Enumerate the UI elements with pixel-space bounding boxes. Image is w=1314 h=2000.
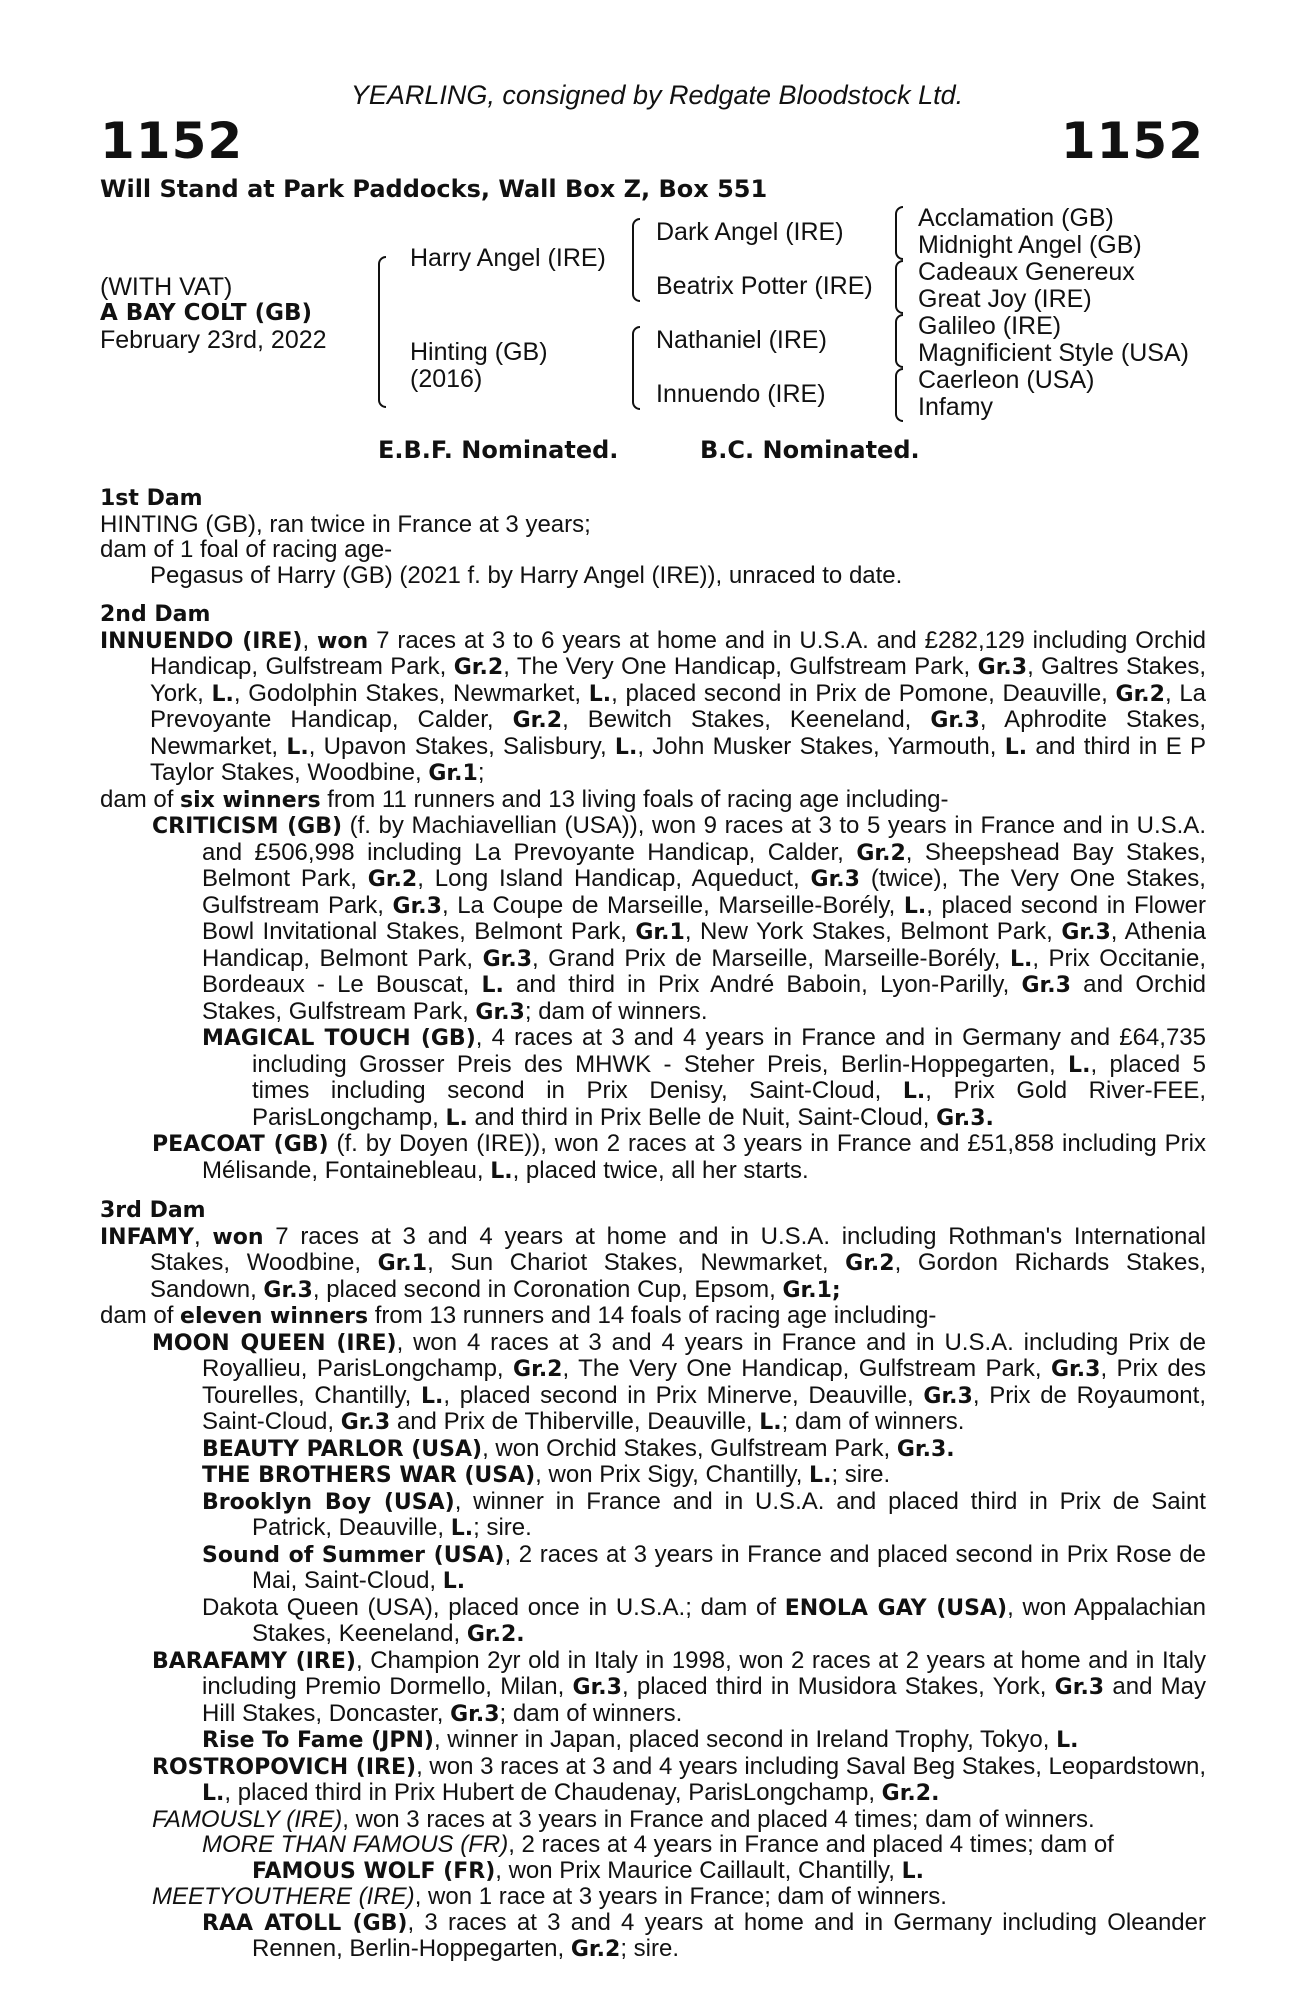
produce-entry-meetyouthere: MEETYOUTHERE (IRE), won 1 race at 3 years in France; dam of winners.: [152, 1883, 947, 1910]
lot-number-left: 1152: [100, 112, 244, 170]
horse-name: RAA ATOLL (GB): [202, 1910, 408, 1936]
section-heading: 3rd Dam: [100, 1198, 206, 1223]
first-dam-foals: dam of 1 foal of racing age-: [100, 536, 393, 563]
horse-name: MAGICAL TOUCH (GB): [202, 1026, 476, 1051]
horse-name: CRITICISM (GB): [152, 814, 343, 839]
pedigree-brace: [895, 206, 903, 260]
catalogue-page: [100, 486, 1206, 1963]
horse-name: Rise To Fame (JPN): [202, 1728, 434, 1753]
horse-name: A BAY COLT (GB): [100, 300, 313, 326]
produce-entry-moon-queen: MOON QUEEN (IRE), won 4 races at 3 and 4 years in France and in U.S.A. including Prix de Royallieu, ParisLongchamp, Gr.2, The Very One Handicap, Gulfstream Park, Gr.3, Prix des Tourelles, Chantilly, L., placed second in Prix Minerve, Deauville, Gr.3, Prix de Royaumont, Saint-Cloud, Gr.3 and Prix de Thiberville, Deauville, L.; dam of winners.: [152, 1328, 1207, 1435]
sire: Harry Angel (IRE): [410, 244, 606, 272]
produce-entry-rise-to-fame: Rise To Fame (JPN), winner in Japan, placed second in Ireland Trophy, Tokyo, L.: [202, 1726, 1079, 1753]
dam-dam: Innuendo (IRE): [656, 380, 826, 408]
pedigree-brace: [632, 218, 640, 302]
foaling-date: February 23rd, 2022: [100, 326, 327, 354]
horse-name: ENOLA GAY (USA): [784, 1595, 1008, 1621]
horse-name: THE BROTHERS WAR (USA): [202, 1463, 536, 1488]
dam-of-summary: dam of eleven winners from 13 runners and 14 foals of racing age including-: [100, 1302, 937, 1329]
produce-entry-magical-touch: MAGICAL TOUCH (GB), 4 races at 3 and 4 years in France and in Germany and £64,735 including Grosser Preis des MHWK - Steher Preis, Berlin-Hoppegarten, L., placed 5 times including second in Prix Denisy, Saint-Cloud, L., Prix Gold River-FEE, ParisLongchamp, L. and third in Prix Belle de Nuit, Saint-Cloud, Gr.3.: [202, 1024, 1207, 1131]
produce-entry-raa-atoll: RAA ATOLL (GB), 3 races at 3 and 4 years at home and in Germany including Oleander Rennen, Berlin-Hoppegarten, Gr.2; sire.: [202, 1908, 1206, 1962]
dd-sire: Caerleon (USA): [918, 366, 1095, 394]
sire-dam: Beatrix Potter (IRE): [656, 272, 873, 300]
dam-year: (2016): [410, 365, 483, 393]
ebf-nomination: E.B.F. Nominated.: [378, 436, 619, 464]
pedigree-brace: [895, 260, 903, 314]
horse-name: MOON QUEEN (IRE): [152, 1330, 397, 1356]
section-heading: 2nd Dam: [100, 602, 211, 627]
stand-location: Will Stand at Park Paddocks, Wall Box Z, Box 551: [100, 175, 768, 203]
horse-name: MEETYOUTHERE (IRE): [152, 1883, 415, 1910]
horse-name: MORE THAN FAMOUS (FR): [202, 1831, 509, 1858]
horse-name: INNUENDO (IRE): [100, 628, 303, 654]
pedigree-brace: [632, 326, 640, 410]
dam-entry-infamy: INFAMY, won 7 races at 3 and 4 years at home and in U.S.A. including Rothman's International Stakes, Woodbine, Gr.1, Sun Chariot Stakes, Newmarket, Gr.2, Gordon Richards Stakes, Sandown, Gr.3, placed second in Coronation Cup, Epsom, Gr.1;: [100, 1222, 1206, 1303]
produce-entry-criticism: CRITICISM (GB) (f. by Machiavellian (USA)), won 9 races at 3 to 5 years in France and in U.S.A. and £506,998 including La Prevoyante Handicap, Calder, Gr.2, Sheepshead Bay Stakes, Belmont Park, Gr.2, Long Island Handicap, Aqueduct, Gr.3 (twice), The Very One Stakes, Gulfstream Park, Gr.3, La Coupe de Marseille, Marseille-Borély, L., placed second in Flower Bowl Invitational Stakes, Belmont Park, Gr.1, New York Stakes, Belmont Park, Gr.3, Athenia Handicap, Belmont Park, Gr.3, Grand Prix de Marseille, Marseille-Borély, L., Prix Occitanie, Bordeaux - Le Bouscat, L. and third in Prix André Baboin, Lyon-Parilly, Gr.3 and Orchid Stakes, Gulfstream Park, Gr.3; dam of winners.: [152, 812, 1207, 1025]
sire-sire: Dark Angel (IRE): [656, 218, 844, 246]
pedigree-brace: [895, 314, 903, 368]
horse-name: BARAFAMY (IRE): [152, 1648, 356, 1674]
horse-name: Brooklyn Boy (USA): [202, 1489, 455, 1515]
produce-entry-brooklyn-boy: Brooklyn Boy (USA), winner in France and in U.S.A. and placed third in Prix de Saint Patrick, Deauville, L.; sire.: [202, 1487, 1206, 1541]
horse-name: ROSTROPOVICH (IRE): [152, 1754, 417, 1780]
ss-sire: Acclamation (GB): [918, 204, 1114, 232]
produce-entry-famous-wolf: FAMOUS WOLF (FR), won Prix Maurice Caillault, Chantilly, L.: [252, 1856, 924, 1884]
ss-dam: Midnight Angel (GB): [918, 231, 1142, 259]
dam-of-summary: dam of six winners from 11 runners and 13 living foals of racing age including-: [100, 785, 949, 813]
consignor-line: YEARLING, consigned by Redgate Bloodstock Ltd.: [350, 80, 964, 110]
produce-entry-rostropovich: ROSTROPOVICH (IRE), won 3 races at 3 and 4 years including Saval Beg Stakes, Leopardstown, L., placed third in Prix Hubert de Chaudenay, ParisLongchamp, Gr.2.: [152, 1752, 1206, 1806]
sd-sire: Cadeaux Genereux: [918, 258, 1135, 286]
pedigree-brace: [378, 256, 386, 408]
sd-dam: Great Joy (IRE): [918, 285, 1092, 313]
produce-entry-barafamy: BARAFAMY (IRE), Champion 2yr old in Italy in 1998, won 2 races at 2 years at home and in Italy including Premio Dormello, Milan, Gr.3, placed third in Musidora Stakes, York, Gr.3 and May Hill Stakes, Doncaster, Gr.3; dam of winners.: [152, 1646, 1207, 1727]
horse-name: PEACOAT (GB): [152, 1132, 329, 1157]
produce-entry-sound-of-summer: Sound of Summer (USA), 2 races at 3 years in France and placed second in Prix Rose de Mai, Saint-Cloud, L.: [202, 1540, 1206, 1594]
vat-label: (WITH VAT): [100, 273, 233, 301]
first-dam-produce: Pegasus of Harry (GB) (2021 f. by Harry Angel (IRE)), unraced to date.: [150, 561, 903, 589]
produce-entry-brothers-war: THE BROTHERS WAR (USA), won Prix Sigy, Chantilly, L.; sire.: [202, 1461, 891, 1488]
produce-entry-more-than-famous: MORE THAN FAMOUS (FR), 2 races at 4 years in France and placed 4 times; dam of: [202, 1831, 1114, 1858]
section-heading: 1st Dam: [100, 486, 203, 511]
dam: Hinting (GB): [410, 338, 548, 366]
produce-entry-dakota-queen: Dakota Queen (USA), placed once in U.S.A.; dam of ENOLA GAY (USA), won Appalachian Stakes, Keeneland, Gr.2.: [202, 1593, 1207, 1647]
horse-name: INFAMY: [100, 1224, 194, 1250]
horse-name: FAMOUSLY (IRE): [152, 1805, 343, 1833]
ds-sire: Galileo (IRE): [918, 312, 1062, 340]
ds-dam: Magnificient Style (USA): [918, 339, 1189, 367]
pedigree-brace: [895, 368, 903, 422]
dam-sire: Nathaniel (IRE): [656, 326, 827, 354]
horse-name: BEAUTY PARLOR (USA): [202, 1436, 483, 1462]
first-dam-summary: HINTING (GB), ran twice in France at 3 years;: [100, 510, 591, 538]
horse-name: Sound of Summer (USA): [202, 1542, 505, 1568]
horse-name: FAMOUS WOLF (FR): [252, 1858, 496, 1884]
produce-entry-beauty-parlor: BEAUTY PARLOR (USA), won Orchid Stakes, Gulfstream Park, Gr.3.: [202, 1434, 955, 1462]
produce-entry-peacoat: PEACOAT (GB) (f. by Doyen (IRE)), won 2 races at 3 years in France and £51,858 including Prix Mélisande, Fontainebleau, L., placed twice, all her starts.: [152, 1130, 1206, 1184]
dd-dam: Infamy: [918, 393, 994, 421]
lot-number-right: 1152: [1060, 112, 1204, 170]
produce-entry-famously: FAMOUSLY (IRE), won 3 races at 3 years in France and placed 4 times; dam of winners.: [152, 1805, 1095, 1833]
dam-entry-innuendo: INNUENDO (IRE), won 7 races at 3 to 6 years at home and in U.S.A. and £282,129 including Orchid Handicap, Gulfstream Park, Gr.2, The Very One Handicap, Gulfstream Park, Gr.3, Galtres Stakes, York, L., Godolphin Stakes, Newmarket, L., placed second in Prix de Pomone, Deauville, Gr.2, La Prevoyante Handicap, Calder, Gr.2, Bewitch Stakes, Keeneland, Gr.3, Aphrodite Stakes, Newmarket, L., Upavon Stakes, Salisbury, L., John Musker Stakes, Yarmouth, L. and third in E P Taylor Stakes, Woodbine, Gr.1;: [100, 626, 1207, 786]
bc-nomination: B.C. Nominated.: [700, 436, 920, 464]
